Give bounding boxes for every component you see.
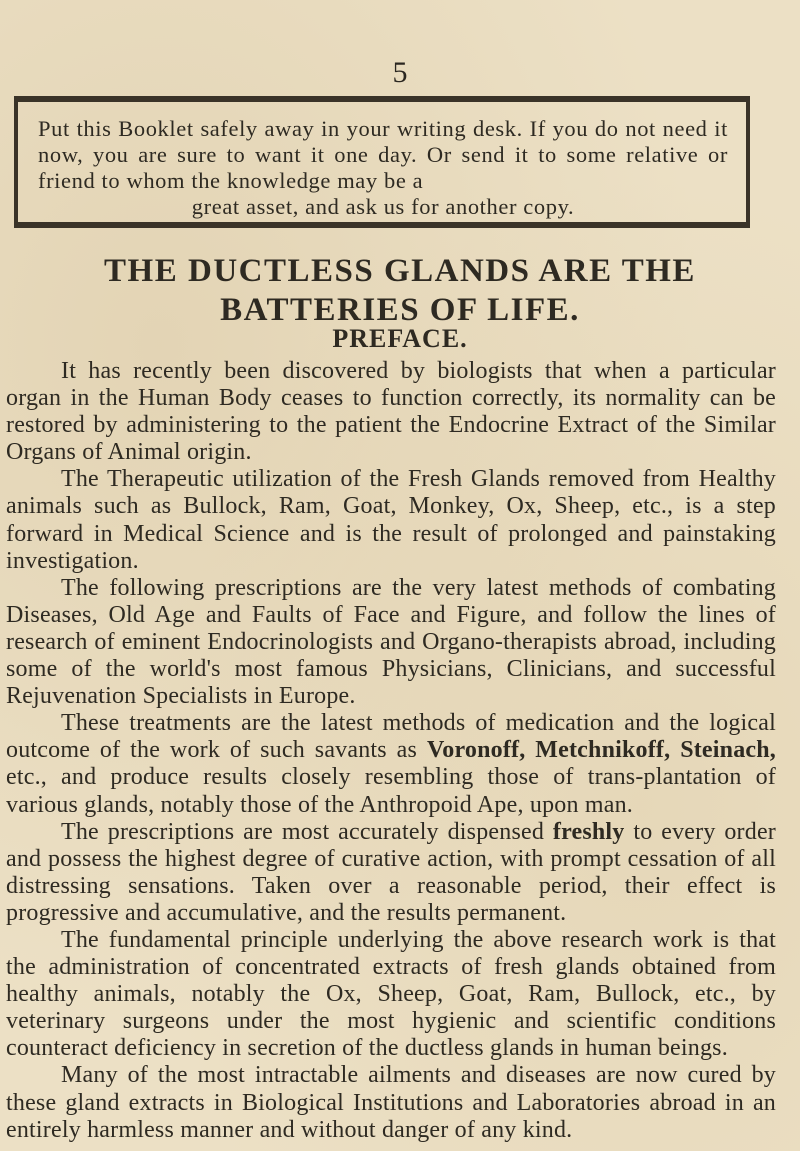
p4-name-voronoff: Voronoff, [426, 737, 526, 764]
notice-box [14, 96, 750, 228]
preface-paragraph-5 [6, 819, 776, 927]
preface-paragraph-6: The fundamental principle underlying the above research work is that the administration of concentrated extracts of fresh glands obtained from healthy animals, notably the Ox, Sheep, Goat, Ram, Bullock, etc., by veterinary surgeons under the most hygienic and scientific conditions counteract deficiency in secretion of the ductless glands in human beings. [6, 926, 776, 1062]
preface-paragraph-4 [6, 710, 776, 818]
main-title-line-2: BATTERIES OF LIFE. [220, 292, 580, 328]
p4-name-metchnikoff: Metchnikoff, [535, 737, 671, 764]
preface-body [6, 358, 776, 1144]
preface-paragraph-7: Many of the most intractable ailments and diseases are now cured by these gland extracts in Biological Institutions and Laboratories abroad in an entirely harmless manner and without danger of any kind. [6, 1062, 776, 1143]
notice-body: Put this Booklet safely away in your writing desk. If you do not need it now, you are sure to want it one day. Or send it to some relative or friend to whom the knowledge may be a [38, 116, 728, 193]
p5-text-before: The prescriptions are most accurately dispensed [61, 818, 553, 845]
main-title [20, 252, 780, 330]
preface-paragraph-3: The following prescriptions are the very latest methods of combating Diseases, Old Age and Faults of Face and Figure, and follow the lines of research of eminent Endocrinologists and Organo-therapists abroad, including some of the world's most famous Physicians, Clinicians, and successful Rejuvenation Specialists in Europe. [6, 574, 776, 710]
main-title-line-1: THE DUCTLESS GLANDS ARE THE [104, 253, 696, 289]
p4-text-after: etc., and produce results closely resembling those of trans-plantation of various glands, notably those of the Anthropoid Ape, upon man. [6, 764, 776, 818]
notice-last-line: great asset, and ask us for another copy. [191, 194, 575, 219]
notice-text [38, 116, 728, 220]
page-number: 5 [392, 56, 408, 89]
preface-heading: PREFACE. [332, 324, 468, 353]
p5-text-after: to every order and possess the highest degree of curative action, with prompt cessation of all distressing sensations. Taken over a reasonable period, their effect is progressive and accumulative, and the results permanent. [6, 818, 776, 926]
p4-name-steinach: Steinach, [680, 737, 776, 764]
p5-emphasis-freshly: freshly [552, 818, 625, 845]
preface-paragraph-1: It has recently been discovered by biologists that when a particular organ in the Human Body ceases to function correctly, its normality can be restored by administering to the patient the Endocrine Extract of the Similar Organs of Animal origin. [6, 358, 776, 466]
preface-paragraph-2: The Therapeutic utilization of the Fresh Glands removed from Healthy animals such as Bullock, Ram, Goat, Monkey, Ox, Sheep, etc., is a step forward in Medical Science and is the result of prolonged and painstaking investigation. [6, 466, 776, 574]
p4-text-before: These treatments are the latest methods of medication and the logical outcome of the work of such savants as [6, 710, 776, 764]
